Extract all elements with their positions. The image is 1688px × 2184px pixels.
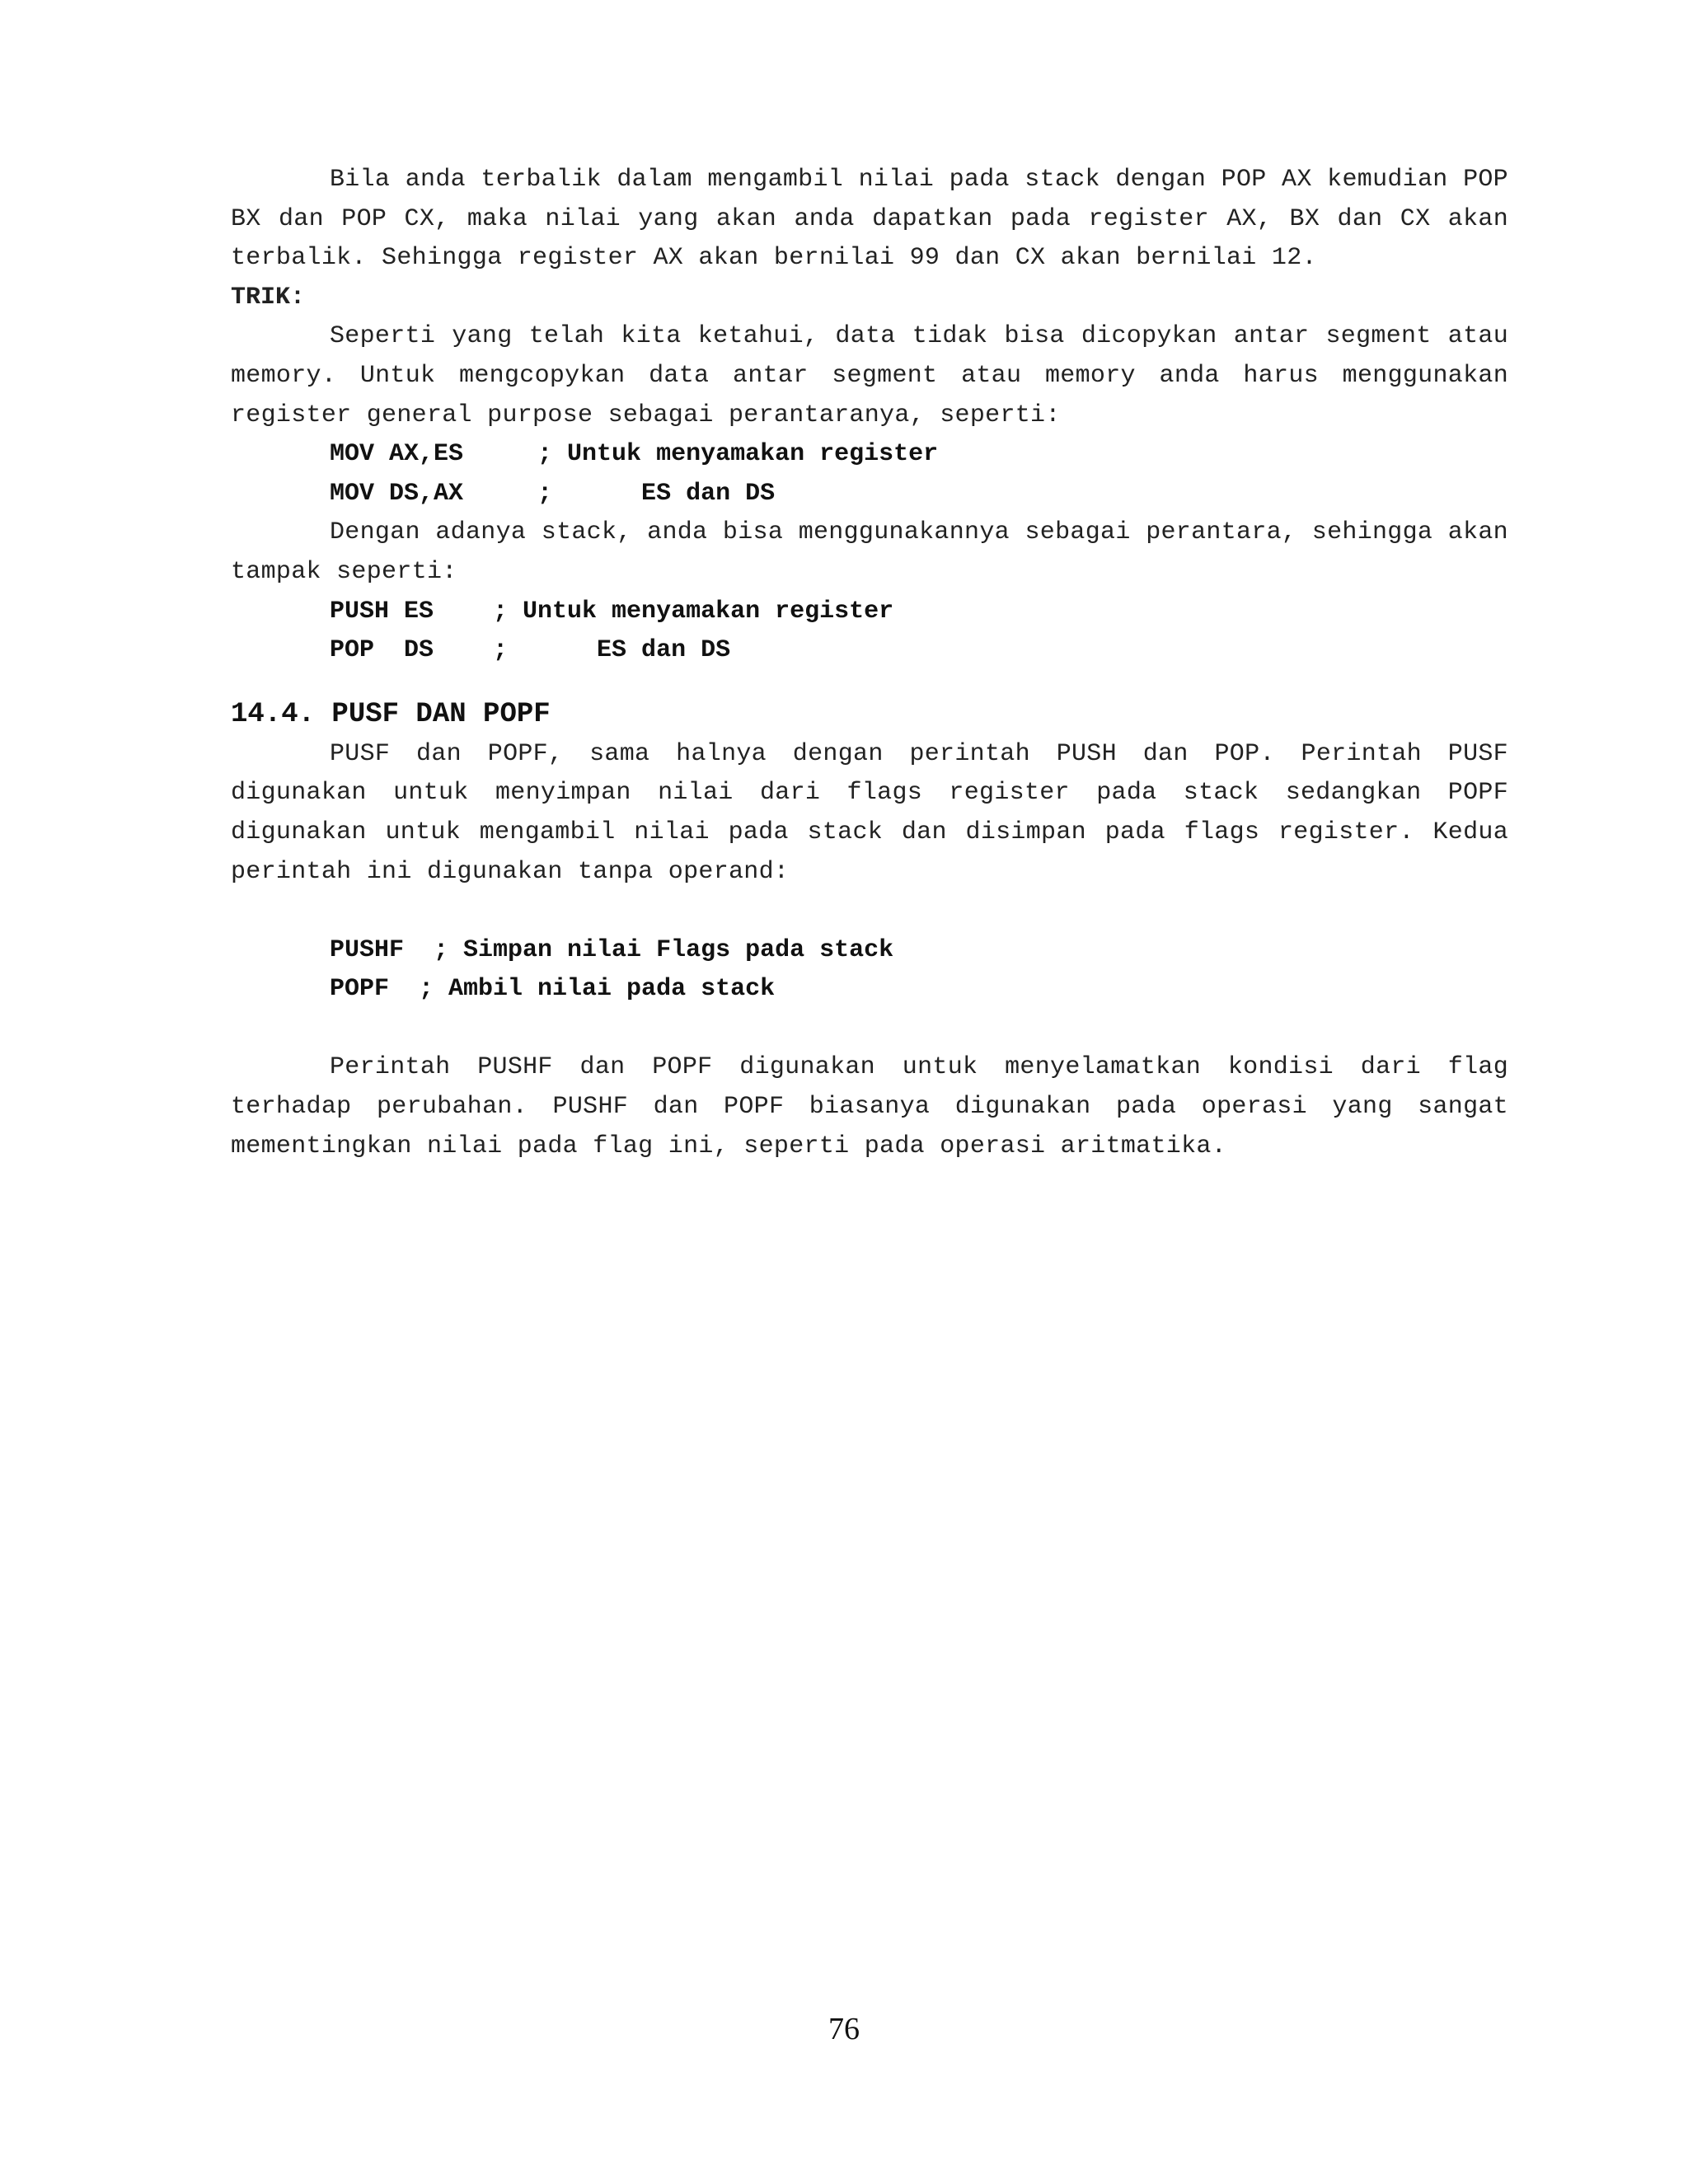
page-number: 76	[828, 2012, 860, 2046]
code-line: MOV AX,ES ; Untuk menyamakan register	[330, 440, 939, 469]
spacer	[231, 892, 1508, 931]
paragraph-stack-order: Bila anda terbalik dalam mengambil nilai pada stack dengan POP AX kemudian POP BX dan POP CX, maka nilai yang akan anda dapatkan pada register AX, BX dan CX akan terbalik. Sehingga register AX akan bernilai 99 dan CX akan bernilai 12.	[231, 166, 1508, 273]
spacer	[231, 1010, 1508, 1049]
paragraph-pusf-popf: PUSF dan POPF, sama halnya dengan perintah PUSH dan POP. Perintah PUSF digunakan untuk menyimpan nilai dari flags register pada stack sedangkan POPF digunakan untuk mengambil nilai pada stack dan disimpan pada flags register. Kedua perintah ini digunakan tanpa operand:	[231, 739, 1508, 886]
page-body	[231, 161, 1508, 1166]
trik-label: TRIK:	[231, 283, 306, 312]
code-line: PUSH ES ; Untuk menyamakan register	[330, 597, 894, 626]
paragraph-trik: Seperti yang telah kita ketahui, data tidak bisa dicopykan antar segment atau memory. Untuk mengcopykan data antar segment atau memory anda harus menggunakan register general purpose sebagai perantaranya, seperti:	[231, 322, 1508, 429]
code-line: POPF ; Ambil nilai pada stack	[330, 975, 776, 1004]
code-line: MOV DS,AX ; ES dan DS	[330, 479, 776, 508]
section-heading: 14.4. PUSF DAN POPF	[231, 698, 551, 730]
code-line: POP DS ; ES dan DS	[330, 636, 731, 665]
paragraph-pushf-usage: Perintah PUSHF dan POPF digunakan untuk menyelamatkan kondisi dari flag terhadap perubahan. PUSHF dan POPF biasanya digunakan pada operasi yang sangat mementingkan nilai pada flag ini, seperti pada operasi aritmatika.	[231, 1053, 1508, 1160]
code-line: PUSHF ; Simpan nilai Flags pada stack	[330, 935, 894, 964]
paragraph-stack-usage: Dengan adanya stack, anda bisa menggunakannya sebagai perantara, sehingga akan tampak seperti:	[231, 518, 1508, 586]
